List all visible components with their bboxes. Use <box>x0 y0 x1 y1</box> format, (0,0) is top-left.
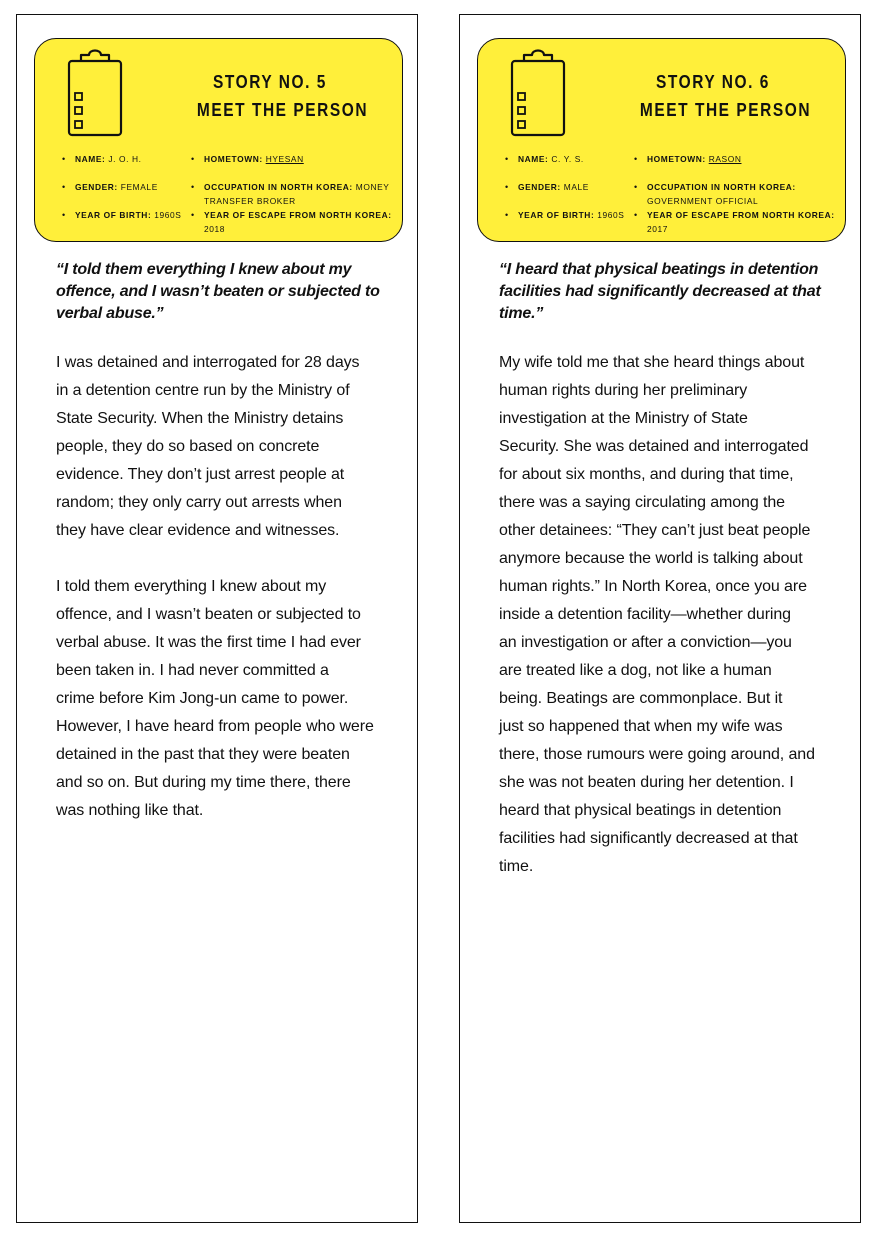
story-body <box>499 349 839 881</box>
bullet-icon: • <box>505 182 509 192</box>
fact-escape-value: 2017 <box>647 224 669 234</box>
fact-occupation-cont: TRANSFER BROKER <box>204 196 296 206</box>
bullet-icon: • <box>505 210 509 220</box>
fact-occupation-cont: GOVERNMENT OFFICIAL <box>647 196 759 206</box>
bullet-icon: • <box>634 210 638 220</box>
bullet-icon: • <box>191 210 195 220</box>
bullet-icon: • <box>62 210 66 220</box>
story-subtitle: MEET THE PERSON <box>639 100 812 120</box>
bullet-icon: • <box>191 154 195 164</box>
profile-box <box>34 38 403 242</box>
story-number: STORY NO. 6 <box>656 72 770 92</box>
fact-name: • NAME: J. O. H. <box>62 154 142 164</box>
bullet-icon: • <box>191 182 195 192</box>
story-body <box>56 349 396 825</box>
story-card <box>459 14 861 1223</box>
profile-box <box>477 38 846 242</box>
fact-gender: • GENDER: MALE <box>505 182 589 192</box>
fact-hometown: • HOMETOWN: RASON <box>634 154 742 164</box>
story-title <box>639 68 812 124</box>
fact-escape-value: 2018 <box>204 224 226 234</box>
bullet-icon: • <box>634 154 638 164</box>
fact-gender: • GENDER: FEMALE <box>62 182 158 192</box>
clipboard-checklist-icon <box>510 47 566 137</box>
fact-name: • NAME: C. Y. S. <box>505 154 584 164</box>
paragraph: My wife told me that she heard things about human rights during her preliminary investigation at the Ministry of State Security. She was detained and interrogated for about six months, and during that time, there was a saying circulating among the other detainees: “They can’t just beat people anymore because the world is talking about human rights.” In North Korea, once you are inside a detention facility—whether during an investigation or after a conviction—you are treated like a dog, not like a human being. Beatings are commonplace. But it just so happened that when my wife was there, those rumours were going around, and she was not beaten during her detention. I heard that physical beatings in detention facilities had significantly decreased at that time. <box>499 354 815 875</box>
fact-occupation: • OCCUPATION IN NORTH KOREA: MONEY <box>191 182 390 192</box>
bullet-icon: • <box>634 182 638 192</box>
paragraph: I was detained and interrogated for 28 days in a detention centre run by the Ministry of State Security. When the Ministry detains people, they do so based on concrete evidence. They don’t just arrest people at random; they only carry out arrests when they have clear evidence and witnesses. <box>56 354 360 539</box>
story-title <box>196 68 369 124</box>
pull-quote: “I heard that physical beatings in detention facilities had significantly decreased at that time.” <box>499 261 821 322</box>
fact-year-of-birth: • YEAR OF BIRTH: 1960S <box>62 210 182 220</box>
clipboard-checklist-icon <box>67 47 123 137</box>
fact-year-of-escape: • YEAR OF ESCAPE FROM NORTH KOREA: <box>191 210 392 220</box>
story-number: STORY NO. 5 <box>213 72 327 92</box>
story-subtitle: MEET THE PERSON <box>196 100 369 120</box>
fact-hometown: • HOMETOWN: HYESAN <box>191 154 304 164</box>
bullet-icon: • <box>505 154 509 164</box>
paragraph: I told them everything I knew about my offence, and I wasn’t beaten or subjected to verbal abuse. It was the first time I had ever been taken in. I had never committed a crime before Kim Jong-un came to power. However, I have heard from people who were detained in the past that they were beaten and so on. But during my time there, there was nothing like that. <box>56 578 374 819</box>
story-card <box>16 14 418 1223</box>
fact-occupation: • OCCUPATION IN NORTH KOREA: <box>634 182 796 192</box>
fact-year-of-escape: • YEAR OF ESCAPE FROM NORTH KOREA: <box>634 210 835 220</box>
pull-quote: “I told them everything I knew about my offence, and I wasn’t beaten or subjected to verbal abuse.” <box>56 261 380 322</box>
bullet-icon: • <box>62 154 66 164</box>
bullet-icon: • <box>62 182 66 192</box>
fact-year-of-birth: • YEAR OF BIRTH: 1960S <box>505 210 625 220</box>
